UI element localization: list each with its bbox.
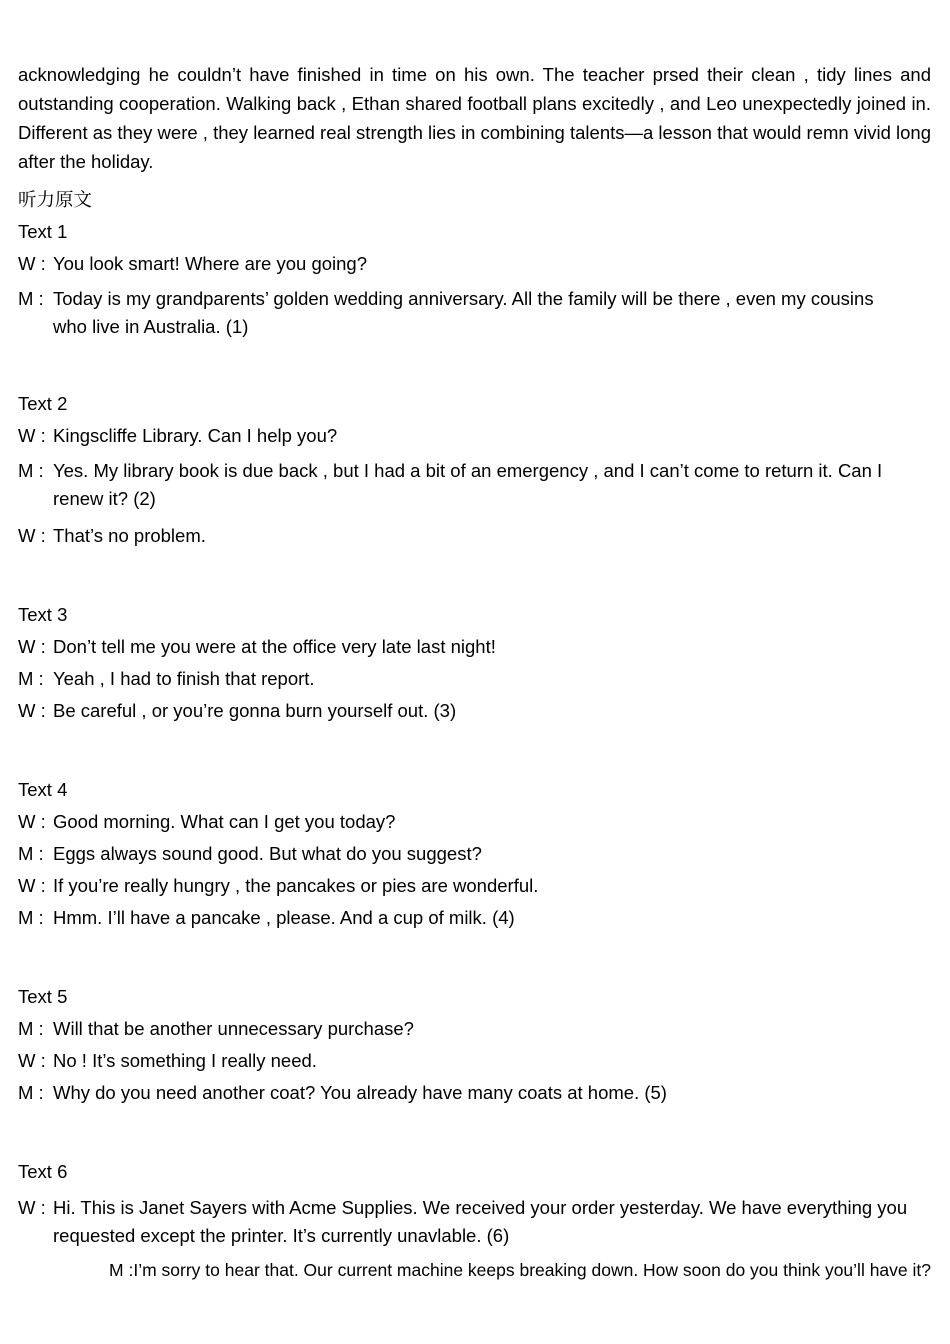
text-6-line-1 xyxy=(18,1194,918,1250)
speaker-label: W : xyxy=(18,253,46,274)
text-1-line-2 xyxy=(18,285,901,341)
text-2-line-1 xyxy=(18,425,337,447)
text-4-title: Text 4 xyxy=(18,779,68,800)
utterance: That’s no problem. xyxy=(53,525,206,546)
utterance: Don’t tell me you were at the office very late last night! xyxy=(53,636,496,657)
text-2-line-3 xyxy=(18,525,206,547)
speaker-label: W : xyxy=(18,700,46,721)
utterance: Hmm. I’ll have a pancake , please. And a cup of milk. (4) xyxy=(53,907,515,928)
speaker-label: W : xyxy=(18,811,46,832)
utterance: Why do you need another coat? You already have many coats at home. (5) xyxy=(53,1082,667,1103)
utterance: You look smart! Where are you going? xyxy=(53,253,367,274)
speaker-label: M : xyxy=(18,460,44,481)
text-4-line-2 xyxy=(18,843,482,865)
speaker-label: M : xyxy=(18,1018,44,1039)
text-6-line-2 xyxy=(24,1259,931,1281)
utterance: Good morning. What can I get you today? xyxy=(53,811,396,832)
speaker-label: M : xyxy=(18,668,44,689)
section-heading: 听力原文 xyxy=(18,189,93,210)
utterance: Kingscliffe Library. Can I help you? xyxy=(53,425,338,446)
speaker-label: W : xyxy=(18,425,46,446)
text-4-line-4 xyxy=(18,907,515,929)
speaker-label: W : xyxy=(18,636,46,657)
utterance: Be careful , or you’re gonna burn yourself out. (3) xyxy=(53,700,457,721)
speaker-label: W : xyxy=(18,1050,46,1071)
speaker-label: W : xyxy=(18,525,46,546)
speaker-label: M : xyxy=(18,843,44,864)
text-2-title: Text 2 xyxy=(18,393,68,414)
utterance: Yes. My library book is due back , but I had a bit of an emergency , and I can’t come to return it. Can I renew it? (2) xyxy=(53,460,883,509)
text-3-title: Text 3 xyxy=(18,604,68,625)
text-1-line-1 xyxy=(18,253,367,275)
speaker-label: M : xyxy=(18,907,44,928)
utterance: Yeah , I had to finish that report. xyxy=(53,668,315,689)
text-2-line-2 xyxy=(18,457,923,513)
utterance: If you’re really hungry , the pancakes or pies are wonderful. xyxy=(53,875,539,896)
text-6-title: Text 6 xyxy=(18,1161,68,1182)
utterance: Eggs always sound good. But what do you suggest? xyxy=(53,843,482,864)
speaker-label: M : xyxy=(18,288,44,309)
speaker-label: W : xyxy=(18,1197,46,1218)
speaker-label: W : xyxy=(18,875,46,896)
text-5-line-2 xyxy=(18,1050,317,1072)
text-4-line-3 xyxy=(18,875,538,897)
utterance: Will that be another unnecessary purchase? xyxy=(53,1018,414,1039)
utterance: I’m sorry to hear that. Our current machine keeps breaking down. How soon do you think you’ll have it? xyxy=(133,1260,931,1280)
utterance: No ! It’s something I really need. xyxy=(53,1050,317,1071)
text-5-line-3 xyxy=(18,1082,667,1104)
utterance: Hi. This is Janet Sayers with Acme Supplies. We received your order yesterday. We have everything you requested except the printer. It’s currently unavlable. (6) xyxy=(53,1197,908,1246)
text-4-line-1 xyxy=(18,811,395,833)
text-3-line-3 xyxy=(18,700,456,722)
speaker-label: M : xyxy=(109,1260,134,1280)
text-1-title: Text 1 xyxy=(18,221,68,242)
text-3-line-2 xyxy=(18,668,315,690)
text-5-line-1 xyxy=(18,1018,414,1040)
text-5-title: Text 5 xyxy=(18,986,68,1007)
intro-paragraph: acknowledging he couldn’t have finished in time on his own. The teacher prsed their clean , tidy lines and outstanding cooperation. Walking back , Ethan shared football plans excitedly , and Leo unexpectedly joined in. Different as they were , they learned real strength lies in combining talents—a lesson that would remn vivid long after the holiday. xyxy=(18,64,931,172)
utterance: Today is my grandparents’ golden wedding anniversary. All the family will be there , even my cousins who live in Australia. (1) xyxy=(53,288,874,337)
text-3-line-1 xyxy=(18,636,496,658)
speaker-label: M : xyxy=(18,1082,44,1103)
